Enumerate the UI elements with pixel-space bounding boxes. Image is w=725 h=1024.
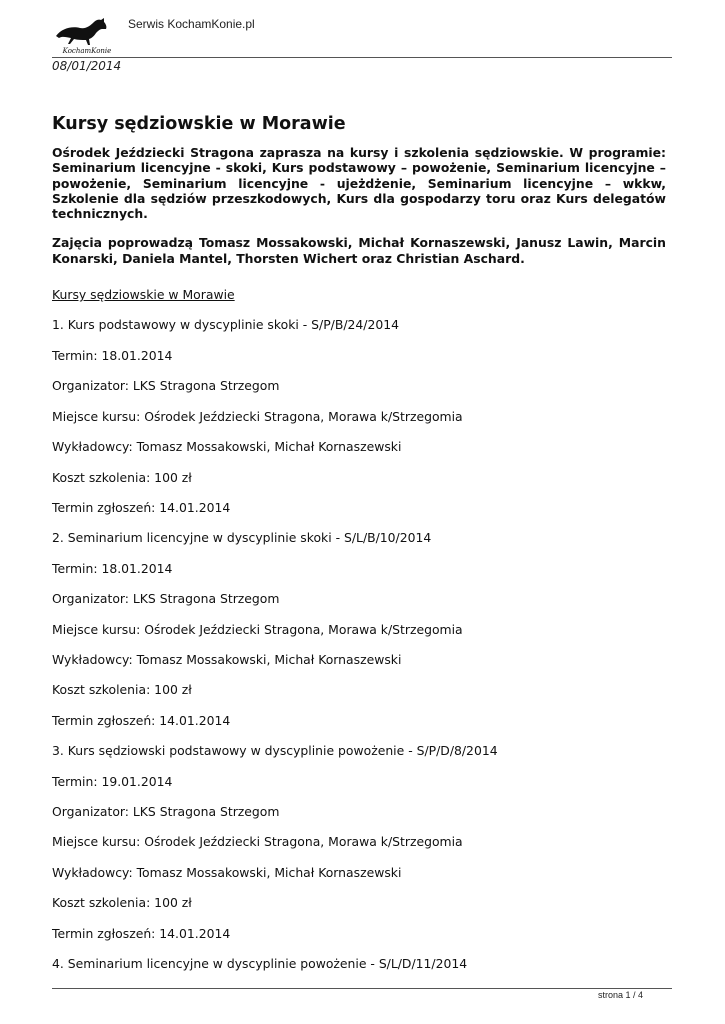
- lecturers-paragraph: Zajęcia poprowadzą Tomasz Mossakowski, Michał Kornaszewski, Janusz Lawin, Marcin Konarski, Daniela Mantel, Thorsten Wichert oraz Christian Aschard.: [52, 235, 666, 266]
- svg-text:KochamKonie: KochamKonie: [62, 47, 112, 55]
- course-detail-line: 2. Seminarium licencyjne w dyscyplinie skoki - S/L/B/10/2014: [52, 530, 432, 546]
- article-link-line: [52, 280, 666, 310]
- intro-paragraph: Ośrodek Jeździecki Stragona zaprasza na kursy i szkolenia sędziowskie. W programie: Seminarium licencyjne - skoki, Kurs podstawowy – powożenie, Seminarium licencyjne – powożenie, Seminarium licencyjne - ujeżdżenie, Seminarium licencyjne – wkkw, Szkolenie dla sędziów przeszkodowych, Kurs dla gospodarzy toru oraz Kurs delegatów technicznych.: [52, 145, 666, 222]
- course-detail-line: Organizator: LKS Stragona Strzegom: [52, 591, 280, 607]
- course-detail-line: Termin zgłoszeń: 14.01.2014: [52, 925, 231, 941]
- course-detail-line: Organizator: LKS Stragona Strzegom: [52, 803, 280, 819]
- course-detail-line: Wykładowcy: Tomasz Mossakowski, Michał Kornaszewski: [52, 651, 402, 667]
- article-title: Kursy sędziowskie w Morawie: [52, 114, 346, 134]
- page-number: strona 1 / 4: [597, 990, 643, 1000]
- course-detail-line: Termin: 18.01.2014: [52, 560, 173, 576]
- course-detail-line: Miejsce kursu: Ośrodek Jeździecki Stragona, Morawa k/Strzegomia: [52, 621, 463, 637]
- horse-logo-icon: [52, 14, 122, 56]
- course-detail-line: 3. Kurs sędziowski podstawowy w dyscyplinie powożenie - S/P/D/8/2014: [52, 743, 498, 759]
- course-detail-line: Organizator: LKS Stragona Strzegom: [52, 378, 280, 394]
- article-link[interactable]: Kursy sędziowskie w Morawie: [52, 287, 235, 303]
- course-detail-line: Miejsce kursu: Ośrodek Jeździecki Stragona, Morawa k/Strzegomia: [52, 408, 463, 424]
- article-body: [52, 112, 666, 979]
- course-detail-line: Miejsce kursu: Ośrodek Jeździecki Stragona, Morawa k/Strzegomia: [52, 834, 463, 850]
- footer-divider: [52, 988, 672, 989]
- course-detail-line: Wykładowcy: Tomasz Mossakowski, Michał Kornaszewski: [52, 864, 402, 880]
- page-header: [52, 10, 672, 58]
- course-detail-line: Termin: 18.01.2014: [52, 347, 173, 363]
- course-detail-line: Koszt szkolenia: 100 zł: [52, 895, 192, 911]
- publication-date: 08/01/2014: [52, 59, 122, 73]
- course-detail-line: Koszt szkolenia: 100 zł: [52, 469, 192, 485]
- course-detail-line: Termin zgłoszeń: 14.01.2014: [52, 712, 231, 728]
- course-detail-line: 4. Seminarium licencyjne w dyscyplinie powożenie - S/L/D/11/2014: [52, 956, 468, 972]
- course-detail-line: 1. Kurs podstawowy w dyscyplinie skoki - S/P/B/24/2014: [52, 317, 399, 333]
- course-detail-line: Wykładowcy: Tomasz Mossakowski, Michał Kornaszewski: [52, 439, 402, 455]
- header-divider: [52, 57, 672, 58]
- site-name: Serwis KochamKonie.pl: [128, 17, 255, 31]
- course-details-list: [52, 310, 666, 979]
- course-detail-line: Termin zgłoszeń: 14.01.2014: [52, 499, 231, 515]
- course-detail-line: Koszt szkolenia: 100 zł: [52, 682, 192, 698]
- course-detail-line: Termin: 19.01.2014: [52, 773, 173, 789]
